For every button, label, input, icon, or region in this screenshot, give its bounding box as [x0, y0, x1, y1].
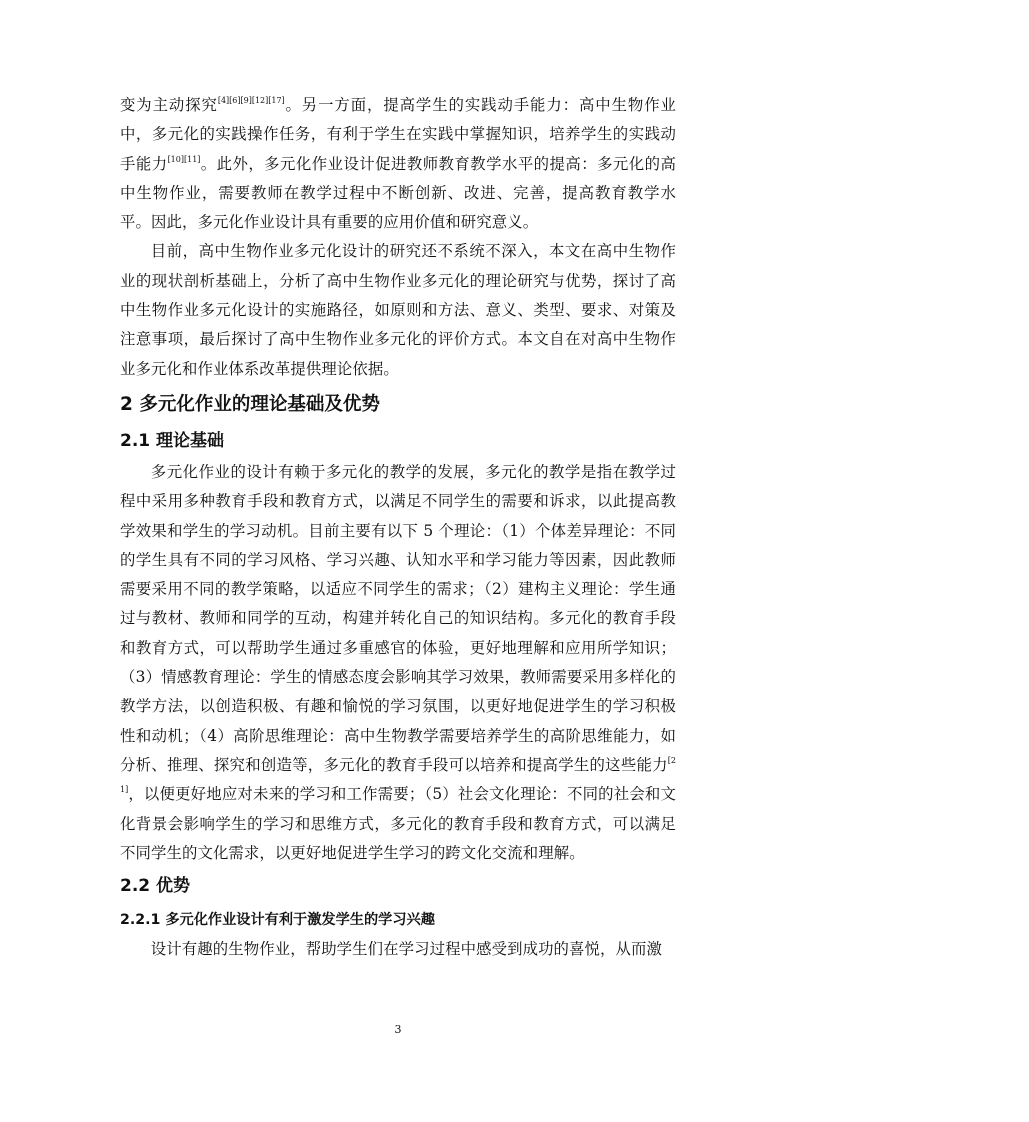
subsection-heading: 2.2 优势	[120, 876, 191, 897]
intro-paragraph-1	[120, 91, 676, 237]
intro-paragraph-2: 目前，高中生物作业多元化设计的研究还不系统不深入，本文在高中生物作业的现状剖析基础上，分析了高中生物作业多元化的理论研究与优势，探讨了高中生物作业多元化设计的实施路径，如原则和方法、意义、类型、要求、对策及注意事项，最后探讨了高中生物作业多元化的评价方式。本文自在对高中生物作业多元化和作业体系改革提供理论依据。	[120, 242, 676, 378]
citation-marker: [4][6][9][12][17]	[217, 96, 285, 105]
citation-marker: [21]	[120, 755, 676, 795]
advantage-paragraph: 设计有趣的生物作业，帮助学生们在学习过程中感受到成功的喜悦，从而激	[150, 940, 662, 959]
section-heading: 2 多元化作业的理论基础及优势	[120, 393, 380, 415]
citation-marker: [10][11]	[167, 154, 201, 164]
subsection-heading: 2.1 理论基础	[120, 430, 225, 451]
theory-paragraph	[120, 458, 676, 868]
subsubsection-heading: 2.2.1 多元化作业设计有利于激发学生的学习兴趣	[120, 912, 435, 929]
paragraph-text: 。另一方面，提高学生的实践动手能力：高中生物作业中，多元化的实践操作任务，有利于学生在实践中掌握知识，培养学生的实践动手能力	[120, 96, 676, 173]
page-number: 3	[394, 1023, 402, 1036]
paragraph-text: ，以便更好地应对未来的学习和工作需要；（5）社会文化理论：不同的社会和文化背景会影响学生的学习和思维方式，多元化的教育手段和教育方式，可以满足不同学生的文化需求，以更好地促进学生学习的跨文化交流和理解。	[120, 785, 676, 862]
paragraph-text: 。此外，多元化作业设计促进教师教育教学水平的提高：多元化的高中生物作业，需要教师在教学过程中不断创新、改进、完善，提高教育教学水平。因此，多元化作业设计具有重要的应用价值和研究意义。	[120, 154, 676, 232]
paragraph-text: 多元化作业的设计有赖于多元化的教学的发展，多元化的教学是指在教学过程中采用多种教育手段和教育方式，以满足不同学生的需要和诉求，以此提高教学效果和学生的学习动机。目前主要有以下 5 个理论：（1）个体差异理论：不同的学生具有不同的学习风格、学习兴趣、认知水平和学习能力等因素，因此教师需要采用不同的教学策略，以适应不同学生的需求；（2）建构主义理论：学生通过与教材、教师和同学的互动，构建并转化自己的知识结构。多元化的教育手段和教育方式，可以帮助学生通过多重感官的体验，更好地理解和应用所学知识；（3）情感教育理论：学生的情感态度会影响其学习效果，教师需要采用多样化的教学方法，以创造积极、有趣和愉悦的学习氛围，以更好地促进学生的学习积极性和动机；（4）高阶思维理论：高中生物教学需要培养学生的高阶思维能力，如分析、推理、探究和创造等，多元化的教育手段可以培养和提高学生的这些能力	[120, 462, 676, 774]
paragraph-text: 变为主动探究	[120, 96, 218, 114]
page-body	[120, 91, 676, 964]
